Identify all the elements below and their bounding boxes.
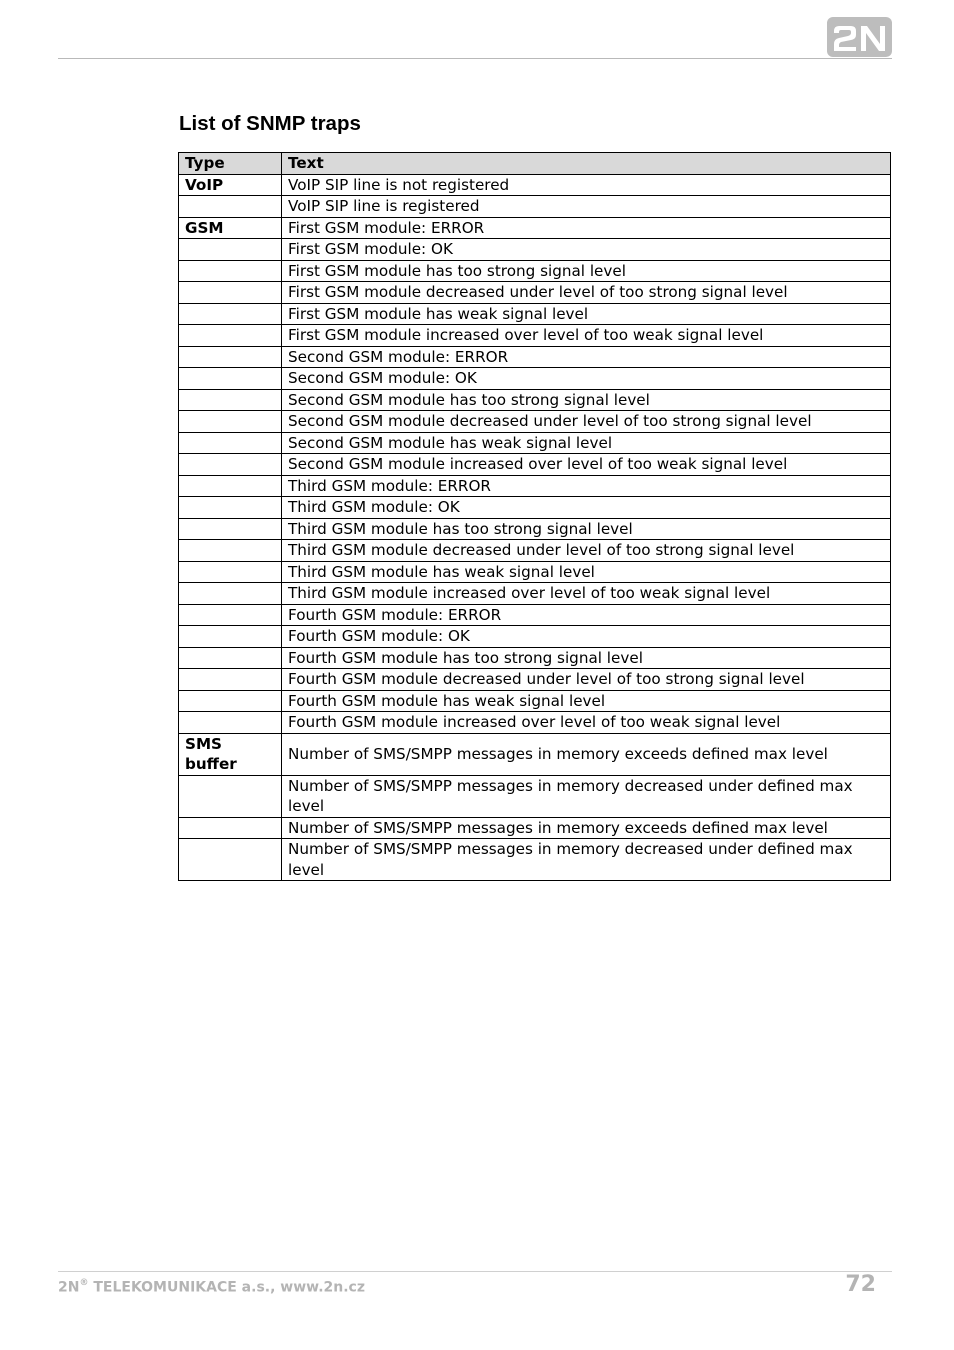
table-row — [179, 540, 891, 562]
cell-text: Second GSM module decreased under level of too strong signal level — [282, 411, 891, 433]
footer-divider — [58, 1271, 892, 1272]
cell-type — [179, 282, 282, 304]
cell-type — [179, 368, 282, 390]
cell-type — [179, 389, 282, 411]
cell-text: Second GSM module has too strong signal level — [282, 389, 891, 411]
cell-type — [179, 817, 282, 839]
table-row — [179, 583, 891, 605]
cell-type — [179, 432, 282, 454]
cell-text: Second GSM module increased over level of too weak signal level — [282, 454, 891, 476]
logo-2n-icon — [827, 17, 892, 57]
table-row — [179, 454, 891, 476]
table-row — [179, 712, 891, 734]
cell-type — [179, 669, 282, 691]
table-row — [179, 518, 891, 540]
cell-type — [179, 604, 282, 626]
cell-type — [179, 775, 282, 817]
cell-text: Third GSM module has too strong signal level — [282, 518, 891, 540]
table-row — [179, 432, 891, 454]
cell-text: First GSM module increased over level of too weak signal level — [282, 325, 891, 347]
table-row — [179, 389, 891, 411]
table-row — [179, 303, 891, 325]
table-row — [179, 669, 891, 691]
cell-text: Number of SMS/SMPP messages in memory exceeds defined max level — [282, 817, 891, 839]
table-row — [179, 368, 891, 390]
cell-text: First GSM module: OK — [282, 239, 891, 261]
table-row — [179, 561, 891, 583]
table-body — [179, 174, 891, 881]
table-header-row — [179, 153, 891, 175]
table-row — [179, 217, 891, 239]
table-row — [179, 839, 891, 881]
cell-text: Number of SMS/SMPP messages in memory decreased under defined max level — [282, 775, 891, 817]
cell-type — [179, 518, 282, 540]
cell-type — [179, 346, 282, 368]
brand-logo — [827, 17, 892, 57]
page-number: 72 — [845, 1272, 876, 1297]
cell-text: First GSM module has weak signal level — [282, 303, 891, 325]
table-row — [179, 260, 891, 282]
table-row — [179, 690, 891, 712]
cell-text: Number of SMS/SMPP messages in memory decreased under defined max level — [282, 839, 891, 881]
table-row — [179, 497, 891, 519]
cell-type — [179, 196, 282, 218]
cell-type: VoIP — [179, 174, 282, 196]
footer-company-text: TELEKOMUNIKACE a.s., www.2n.cz — [88, 1279, 365, 1296]
table-row — [179, 282, 891, 304]
cell-type — [179, 626, 282, 648]
cell-text: Third GSM module: OK — [282, 497, 891, 519]
table-row — [179, 817, 891, 839]
cell-text: Fourth GSM module: ERROR — [282, 604, 891, 626]
cell-text: Third GSM module has weak signal level — [282, 561, 891, 583]
table-row — [179, 626, 891, 648]
cell-text: Fourth GSM module has weak signal level — [282, 690, 891, 712]
table-row — [179, 196, 891, 218]
cell-text: Fourth GSM module increased over level of too weak signal level — [282, 712, 891, 734]
cell-type — [179, 712, 282, 734]
cell-type — [179, 690, 282, 712]
cell-text: Number of SMS/SMPP messages in memory exceeds defined max level — [282, 733, 891, 775]
cell-type — [179, 497, 282, 519]
registered-mark: ® — [79, 1278, 89, 1288]
cell-type — [179, 475, 282, 497]
cell-text: Third GSM module: ERROR — [282, 475, 891, 497]
snmp-traps-table — [178, 152, 891, 881]
footer-company — [58, 1279, 365, 1296]
cell-type: GSM — [179, 217, 282, 239]
cell-text: Second GSM module: OK — [282, 368, 891, 390]
cell-type — [179, 583, 282, 605]
footer-brand: 2N — [58, 1279, 80, 1296]
table-row — [179, 733, 891, 775]
section-title: List of SNMP traps — [179, 112, 361, 135]
table-row — [179, 174, 891, 196]
cell-text: Second GSM module: ERROR — [282, 346, 891, 368]
table-row — [179, 411, 891, 433]
cell-type — [179, 303, 282, 325]
cell-type — [179, 325, 282, 347]
cell-text: Third GSM module increased over level of too weak signal level — [282, 583, 891, 605]
table-row — [179, 325, 891, 347]
cell-type — [179, 540, 282, 562]
cell-type — [179, 411, 282, 433]
header-divider — [58, 58, 892, 59]
cell-text: Fourth GSM module has too strong signal level — [282, 647, 891, 669]
cell-text: Fourth GSM module: OK — [282, 626, 891, 648]
cell-type — [179, 454, 282, 476]
cell-type — [179, 839, 282, 881]
cell-text: Second GSM module has weak signal level — [282, 432, 891, 454]
cell-type: SMS buffer — [179, 733, 282, 775]
cell-type — [179, 647, 282, 669]
table-row — [179, 239, 891, 261]
cell-type — [179, 561, 282, 583]
cell-text: VoIP SIP line is registered — [282, 196, 891, 218]
column-header-text: Text — [282, 153, 891, 175]
cell-text: First GSM module: ERROR — [282, 217, 891, 239]
cell-text: Third GSM module decreased under level of too strong signal level — [282, 540, 891, 562]
table-row — [179, 346, 891, 368]
cell-text: VoIP SIP line is not registered — [282, 174, 891, 196]
cell-type — [179, 260, 282, 282]
table-row — [179, 775, 891, 817]
cell-text: First GSM module decreased under level of too strong signal level — [282, 282, 891, 304]
table-row — [179, 647, 891, 669]
cell-text: First GSM module has too strong signal level — [282, 260, 891, 282]
cell-type — [179, 239, 282, 261]
column-header-type: Type — [179, 153, 282, 175]
table-row — [179, 604, 891, 626]
cell-text: Fourth GSM module decreased under level of too strong signal level — [282, 669, 891, 691]
table-row — [179, 475, 891, 497]
